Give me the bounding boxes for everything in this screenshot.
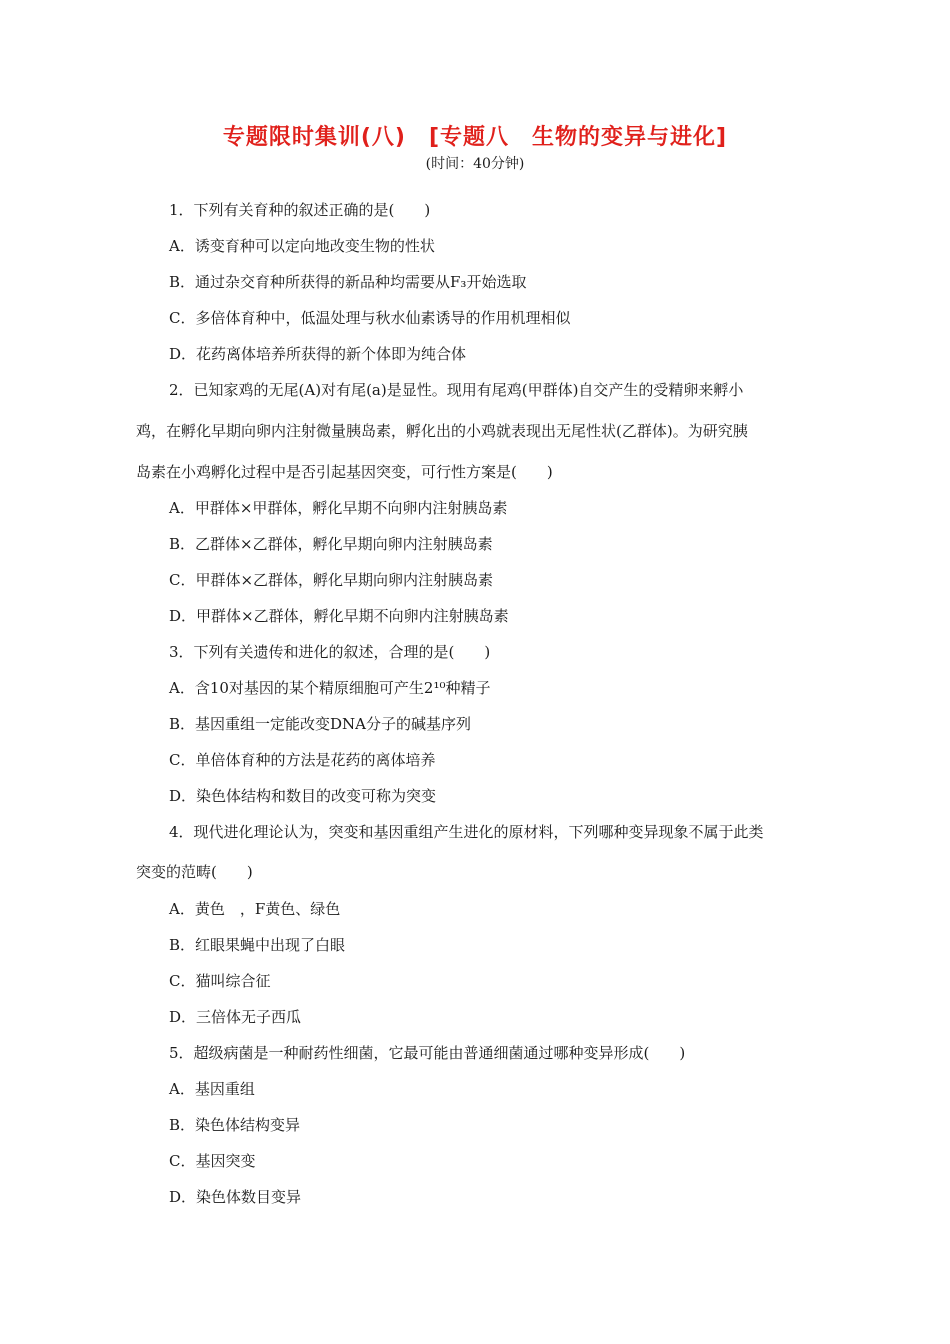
- question-1-option-a: A．诱变育种可以定向地改变生物的性状: [169, 237, 435, 255]
- question-4-stem-line2: 突变的范畴( ): [136, 863, 253, 881]
- question-5-option-a: A．基因重组: [169, 1080, 255, 1098]
- question-5-stem: 5．超级病菌是一种耐药性细菌，它最可能由普通细菌通过哪种变异形成( ): [169, 1044, 686, 1062]
- question-4-stem-line1: 4．现代进化理论认为，突变和基因重组产生进化的原材料，下列哪种变异现象不属于此类: [169, 823, 764, 841]
- question-2-stem-line3: 岛素在小鸡孵化过程中是否引起基因突变，可行性方案是( ): [136, 463, 553, 481]
- question-2-option-c: C．甲群体×乙群体，孵化早期向卵内注射胰岛素: [169, 571, 494, 589]
- question-1-option-c: C．多倍体育种中，低温处理与秋水仙素诱导的作用机理相似: [169, 309, 571, 327]
- question-3-option-b: B．基因重组一定能改变DNA分子的碱基序列: [169, 715, 472, 733]
- page-title: 专题限时集训(八) [专题八 生物的变异与进化]: [222, 125, 728, 150]
- question-5-option-c: C．基因突变: [169, 1152, 256, 1170]
- question-1-option-d: D．花药离体培养所获得的新个体即为纯合体: [169, 345, 467, 363]
- question-4-option-a: A．黄色 ，F黄色、绿色: [169, 900, 341, 918]
- question-3-option-a: A．含10对基因的某个精原细胞可产生2¹⁰种精子: [169, 679, 491, 697]
- question-4-option-c: C．猫叫综合征: [169, 972, 271, 990]
- question-3-option-c: C．单倍体育种的方法是花药的离体培养: [169, 751, 436, 769]
- question-5-option-b: B．染色体结构变异: [169, 1116, 301, 1134]
- question-4-option-b: B．红眼果蝇中出现了白眼: [169, 936, 346, 954]
- question-3-stem: 3．下列有关遗传和进化的叙述，合理的是( ): [169, 643, 491, 661]
- question-5-option-d: D．染色体数目变异: [169, 1188, 302, 1206]
- time-limit: (时间：40分钟): [425, 156, 525, 172]
- question-2-option-a: A．甲群体×甲群体，孵化早期不向卵内注射胰岛素: [169, 499, 508, 517]
- question-2-stem-line1: 2．已知家鸡的无尾(A)对有尾(a)是显性。现用有尾鸡(甲群体)自交产生的受精卵来孵小: [169, 381, 744, 399]
- question-2-option-d: D．甲群体×乙群体，孵化早期不向卵内注射胰岛素: [169, 607, 509, 625]
- question-1-stem: 1．下列有关育种的叙述正确的是( ): [169, 201, 431, 219]
- question-2-option-b: B．乙群体×乙群体，孵化早期向卵内注射胰岛素: [169, 535, 493, 553]
- question-3-option-d: D．染色体结构和数目的改变可称为突变: [169, 787, 437, 805]
- question-2-stem-line2: 鸡，在孵化早期向卵内注射微量胰岛素，孵化出的小鸡就表现出无尾性状(乙群体)。为研究胰: [136, 422, 748, 440]
- question-1-option-b: B．通过杂交育种所获得的新品种均需要从F₃开始选取: [169, 273, 527, 291]
- question-4-option-d: D．三倍体无子西瓜: [169, 1008, 302, 1026]
